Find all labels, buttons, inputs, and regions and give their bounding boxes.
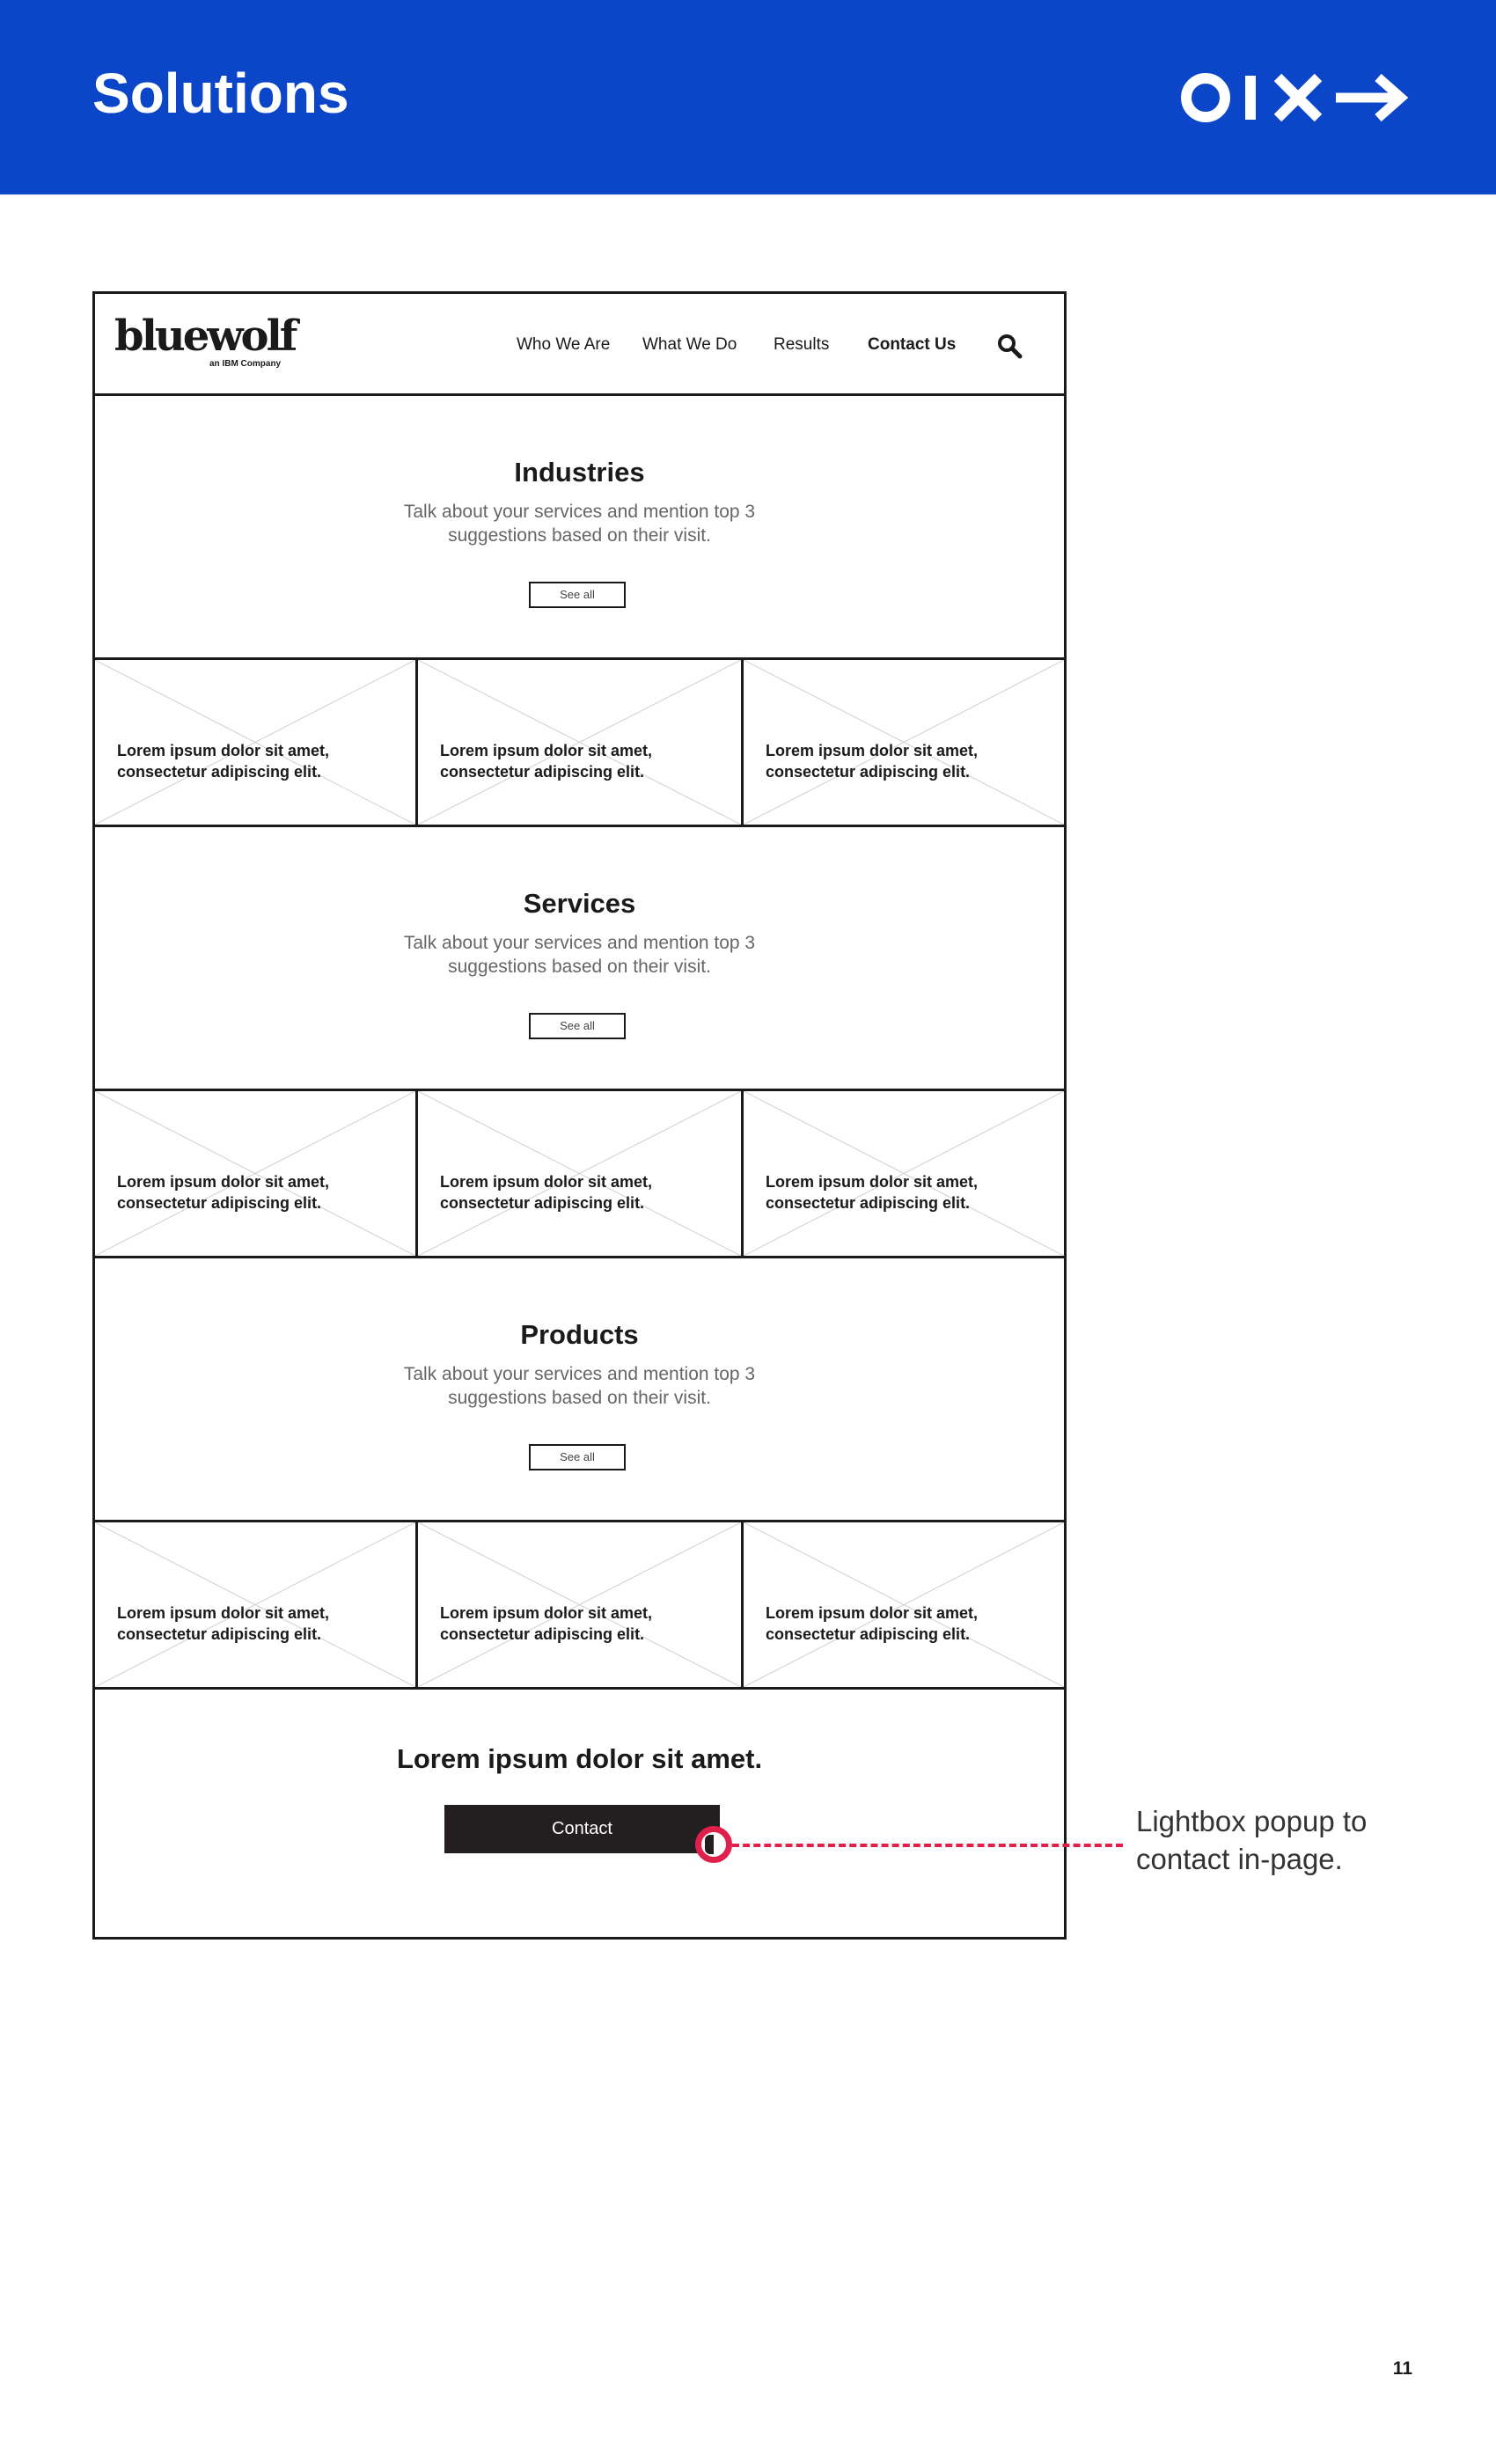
products-cards xyxy=(95,1522,1064,1690)
card-text-line: Lorem ipsum dolor sit amet, xyxy=(766,1173,979,1191)
annotation-note-line: Lightbox popup to xyxy=(1136,1805,1368,1837)
search-icon[interactable] xyxy=(996,333,1023,359)
card-text-line: consectetur adipiscing elit. xyxy=(766,1625,971,1643)
card-text-line: consectetur adipiscing elit. xyxy=(440,1625,645,1643)
nav-contact-us[interactable]: Contact Us xyxy=(868,335,957,354)
industries-section xyxy=(95,396,1064,660)
card[interactable] xyxy=(95,1091,418,1256)
card-text-line: Lorem ipsum dolor sit amet, xyxy=(117,1604,330,1622)
section-description-line: suggestions based on their visit. xyxy=(448,1388,711,1408)
card-text-line: Lorem ipsum dolor sit amet, xyxy=(440,1173,653,1191)
section-description-line: Talk about your services and mention top 3 xyxy=(403,1364,756,1384)
card-text xyxy=(766,740,1047,782)
section-description xyxy=(95,931,1064,979)
card-text xyxy=(117,1602,399,1645)
section-title: Products xyxy=(520,1319,639,1350)
card-text-line: Lorem ipsum dolor sit amet, xyxy=(766,1604,979,1622)
card[interactable] xyxy=(744,1522,1064,1687)
section-description xyxy=(95,500,1064,547)
cta-title: Lorem ipsum dolor sit amet. xyxy=(396,1743,763,1774)
nav-who-we-are[interactable]: Who We Are xyxy=(517,335,611,354)
card-text-line: Lorem ipsum dolor sit amet, xyxy=(117,742,330,759)
annotation-note-line: contact in-page. xyxy=(1136,1843,1343,1875)
section-description xyxy=(95,1362,1064,1410)
website-wireframe xyxy=(92,291,1067,1940)
card-text xyxy=(440,1171,722,1214)
section-title: Services xyxy=(523,888,636,919)
site-nav xyxy=(95,294,1064,396)
contact-cta-section xyxy=(95,1686,1064,1937)
card-text-line: consectetur adipiscing elit. xyxy=(117,1194,322,1212)
oix-logo-icon xyxy=(1179,67,1412,128)
card-text-line: consectetur adipiscing elit. xyxy=(766,1194,971,1212)
card-text-line: Lorem ipsum dolor sit amet, xyxy=(766,742,979,759)
page-number: 11 xyxy=(1392,2358,1412,2379)
card-text-line: Lorem ipsum dolor sit amet, xyxy=(440,742,653,759)
card-text xyxy=(766,1602,1047,1645)
card-text-line: consectetur adipiscing elit. xyxy=(440,763,645,781)
card-text xyxy=(117,740,399,782)
card-text xyxy=(117,1171,399,1214)
card-text xyxy=(440,1602,722,1645)
card[interactable] xyxy=(95,1522,418,1687)
see-all-button[interactable]: See all xyxy=(529,1013,626,1039)
see-all-button[interactable]: See all xyxy=(529,1444,626,1470)
section-description-line: Talk about your services and mention top 3 xyxy=(403,502,756,522)
card[interactable] xyxy=(744,1091,1064,1256)
nav-results[interactable]: Results xyxy=(774,335,830,354)
card-text-line: consectetur adipiscing elit. xyxy=(440,1194,645,1212)
site-logo[interactable]: bluewolf xyxy=(114,312,296,361)
card-text-line: consectetur adipiscing elit. xyxy=(766,763,971,781)
card[interactable] xyxy=(418,1091,744,1256)
nav-what-we-do[interactable]: What We Do xyxy=(642,335,737,354)
section-title: Industries xyxy=(514,457,645,488)
annotation-connector xyxy=(732,1844,1123,1847)
card[interactable] xyxy=(744,660,1064,825)
section-description-line: suggestions based on their visit. xyxy=(448,957,711,977)
section-description-line: suggestions based on their visit. xyxy=(448,525,711,546)
card-text xyxy=(766,1171,1047,1214)
annotation-note xyxy=(1136,1802,1426,1878)
card[interactable] xyxy=(418,660,744,825)
card-text-line: Lorem ipsum dolor sit amet, xyxy=(117,1173,330,1191)
annotation-marker-icon xyxy=(695,1826,732,1863)
page-title: Solutions xyxy=(92,62,349,125)
services-cards xyxy=(95,1091,1064,1258)
see-all-button[interactable]: See all xyxy=(529,582,626,608)
card-text-line: consectetur adipiscing elit. xyxy=(117,763,322,781)
card-text-line: Lorem ipsum dolor sit amet, xyxy=(440,1604,653,1622)
products-section xyxy=(95,1258,1064,1522)
site-logo-subtitle: an IBM Company xyxy=(209,359,282,369)
section-description-line: Talk about your services and mention top 3 xyxy=(403,933,756,953)
contact-button[interactable]: Contact xyxy=(444,1805,720,1853)
card-text-line: consectetur adipiscing elit. xyxy=(117,1625,322,1643)
card[interactable] xyxy=(95,660,418,825)
header-banner xyxy=(0,0,1496,194)
card-text xyxy=(440,740,722,782)
industries-cards xyxy=(95,660,1064,827)
card[interactable] xyxy=(418,1522,744,1687)
services-section xyxy=(95,827,1064,1091)
